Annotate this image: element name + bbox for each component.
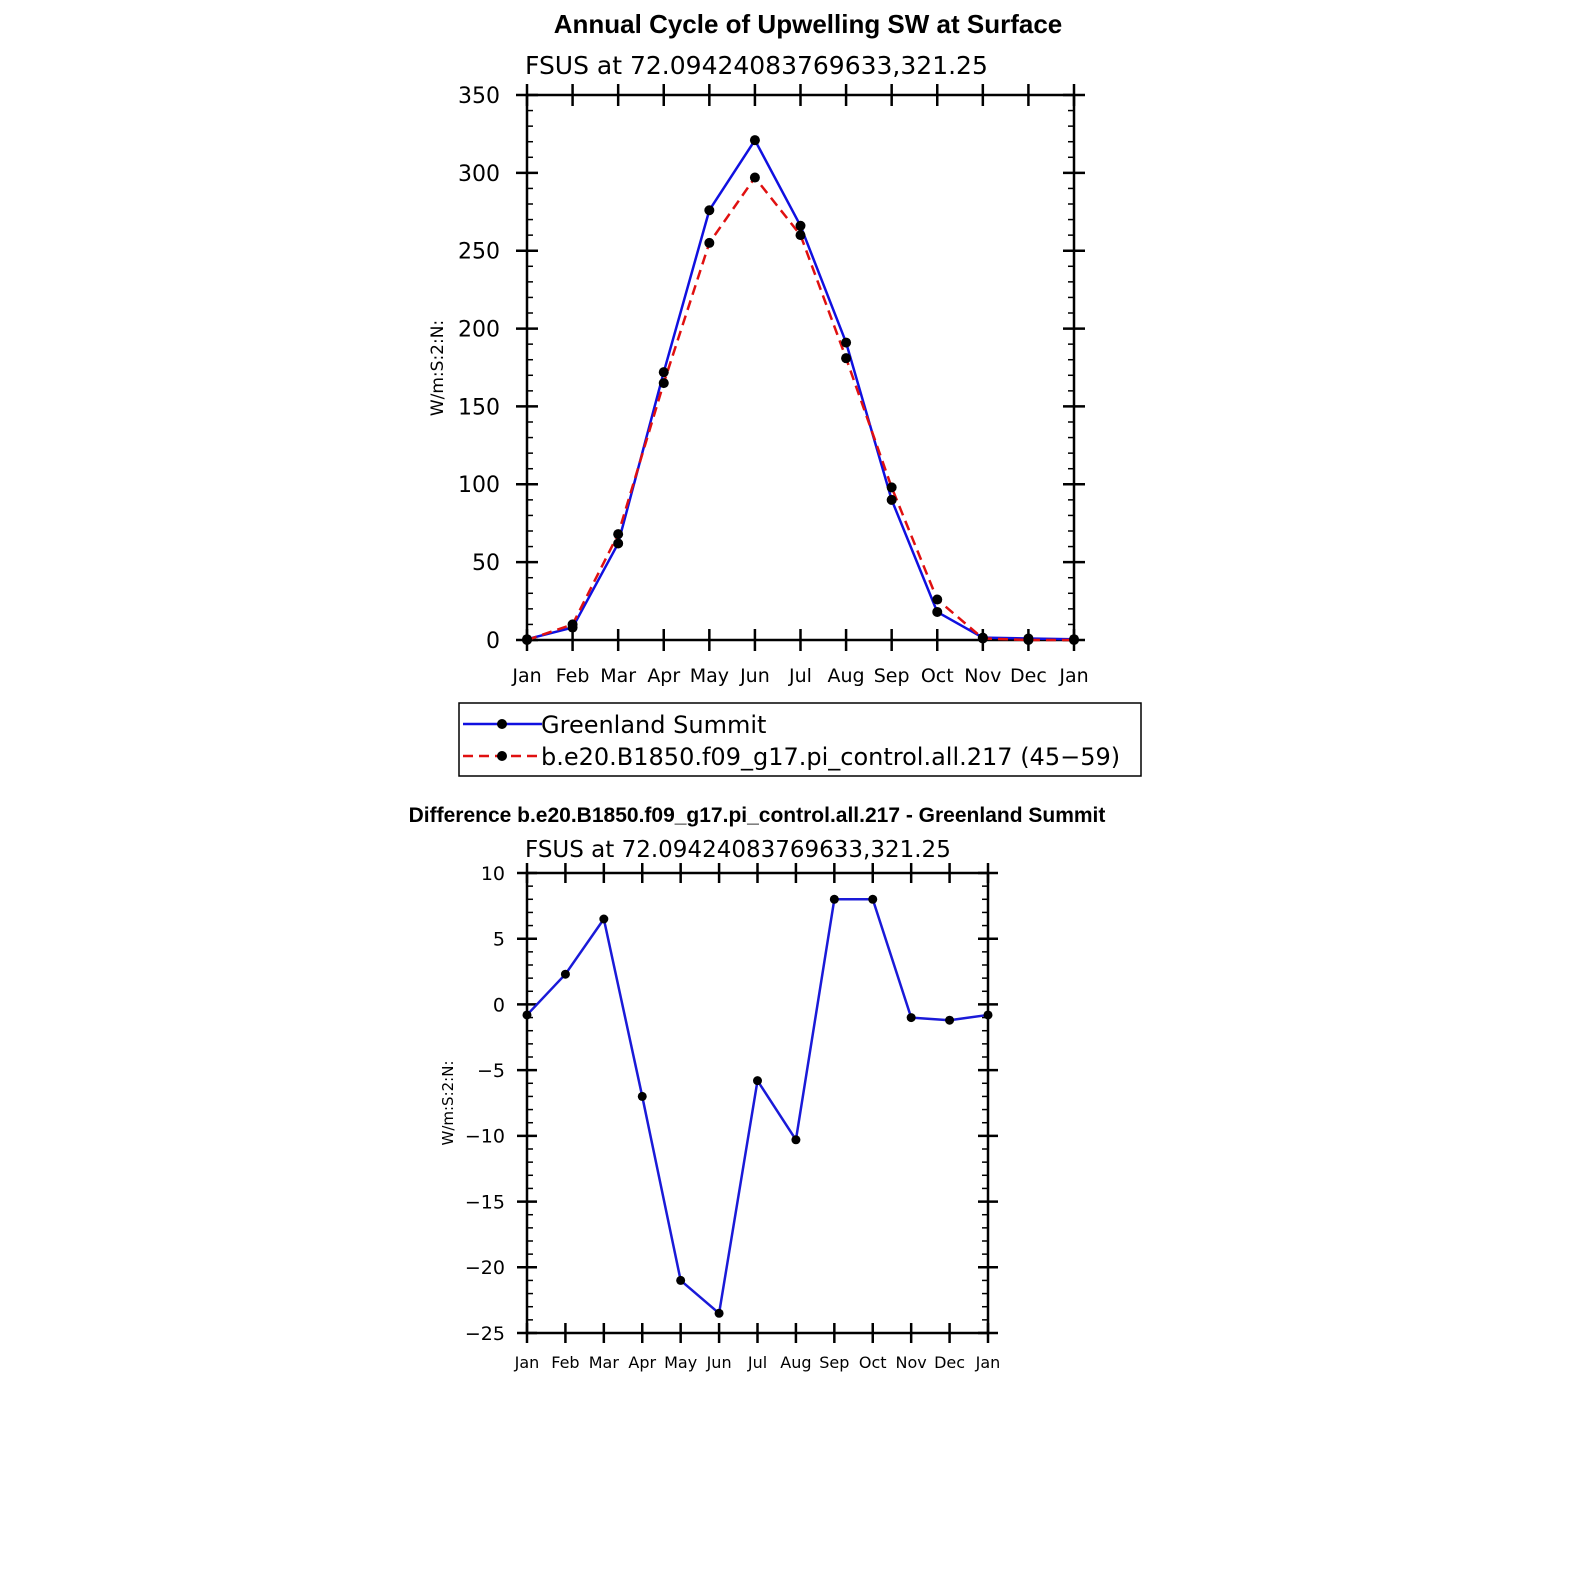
chart1-subtitle: FSUS at 72.09424083769633,321.25 bbox=[525, 51, 988, 80]
series-0-point bbox=[715, 1309, 724, 1318]
series-1-point bbox=[1069, 635, 1079, 645]
legend-marker-model bbox=[497, 751, 507, 761]
y-tick-label: 250 bbox=[458, 239, 500, 265]
series-0-point bbox=[613, 538, 623, 548]
legend-label-obs: Greenland Summit bbox=[541, 711, 767, 739]
chart1-plot bbox=[458, 84, 1089, 687]
y-tick-label: 300 bbox=[458, 161, 500, 187]
chart2-ylabel: W/m:S:2:N: bbox=[439, 1060, 457, 1146]
y-tick-label: −15 bbox=[464, 1191, 505, 1214]
x-tick-label: Dec bbox=[934, 1353, 966, 1372]
x-tick-label: Mar bbox=[600, 665, 637, 687]
y-tick-label: −5 bbox=[476, 1059, 505, 1082]
x-tick-label: Jan bbox=[1059, 665, 1089, 687]
x-tick-label: Jun bbox=[740, 665, 770, 687]
series-0-point bbox=[599, 915, 608, 924]
series-1-point bbox=[522, 635, 532, 645]
x-tick-label: Sep bbox=[819, 1353, 850, 1372]
series-1-point bbox=[704, 238, 714, 248]
x-tick-label: Jul bbox=[747, 1353, 768, 1372]
y-tick-label: 0 bbox=[492, 994, 505, 1017]
chart1-legend bbox=[459, 703, 1141, 776]
series-0-point bbox=[841, 338, 851, 348]
x-tick-label: Feb bbox=[551, 1353, 580, 1372]
x-tick-label: Mar bbox=[588, 1353, 619, 1372]
series-0-point bbox=[561, 970, 570, 979]
y-tick-label: 10 bbox=[480, 862, 505, 885]
series-0-point bbox=[984, 1010, 993, 1019]
x-tick-label: Nov bbox=[964, 665, 1002, 687]
chart1-ylabel: W/m:S:2:N: bbox=[428, 319, 448, 417]
series-0-point bbox=[659, 367, 669, 377]
series-1-point bbox=[978, 633, 988, 643]
legend-label-model: b.e20.B1850.f09_g17.pi_control.all.217 (45−59) bbox=[541, 743, 1121, 771]
series-1-point bbox=[568, 619, 578, 629]
series-0-point bbox=[791, 1135, 800, 1144]
series-0-point bbox=[868, 895, 877, 904]
y-tick-label: 0 bbox=[486, 628, 500, 654]
x-tick-label: Jul bbox=[789, 665, 812, 687]
series-0-point bbox=[676, 1276, 685, 1285]
series-0-point bbox=[796, 221, 806, 231]
chart1-title: Annual Cycle of Upwelling SW at Surface bbox=[553, 9, 1063, 39]
series-1-point bbox=[750, 173, 760, 183]
series-1-point bbox=[932, 595, 942, 605]
series-1-point bbox=[887, 482, 897, 492]
series-1-point bbox=[841, 353, 851, 363]
plot-frame bbox=[527, 873, 988, 1333]
y-tick-label: 50 bbox=[472, 551, 500, 577]
y-tick-label: −20 bbox=[464, 1257, 505, 1280]
series-1-point bbox=[1023, 635, 1033, 645]
series-0-point bbox=[750, 135, 760, 145]
x-tick-label: Jan bbox=[512, 665, 542, 687]
chart2-title: Difference b.e20.B1850.f09_g17.pi_control.all.217 - Greenland Summit bbox=[408, 804, 1106, 827]
series-0-point bbox=[887, 495, 897, 505]
series-0-point bbox=[638, 1092, 647, 1101]
x-tick-label: Apr bbox=[628, 1353, 657, 1372]
series-1-point bbox=[613, 529, 623, 539]
y-tick-label: 200 bbox=[458, 317, 500, 343]
series-0-point bbox=[753, 1076, 762, 1085]
y-tick-label: 100 bbox=[458, 473, 500, 499]
y-tick-label: −10 bbox=[464, 1125, 505, 1148]
series-0-point bbox=[932, 607, 942, 617]
chart2-subtitle: FSUS at 72.09424083769633,321.25 bbox=[525, 837, 951, 863]
series-0-point bbox=[907, 1013, 916, 1022]
x-tick-label: Jan bbox=[975, 1353, 1001, 1372]
y-tick-label: 5 bbox=[492, 928, 505, 951]
series-0-point bbox=[704, 205, 714, 215]
x-tick-label: Apr bbox=[647, 665, 681, 687]
series-1-point bbox=[659, 378, 669, 388]
x-tick-label: Feb bbox=[555, 665, 590, 687]
y-tick-label: 150 bbox=[458, 395, 500, 421]
y-tick-label: −25 bbox=[464, 1322, 505, 1345]
y-tick-label: 350 bbox=[458, 83, 500, 109]
x-tick-label: Jun bbox=[706, 1353, 732, 1372]
x-tick-label: May bbox=[689, 665, 729, 687]
series-line-0 bbox=[527, 140, 1074, 639]
x-tick-label: Aug bbox=[827, 665, 865, 687]
x-tick-label: Jan bbox=[514, 1353, 540, 1372]
series-1-point bbox=[796, 230, 806, 240]
chart2-plot bbox=[465, 863, 1000, 1372]
x-tick-label: Sep bbox=[873, 665, 910, 687]
x-tick-label: Aug bbox=[780, 1353, 812, 1372]
series-0-point bbox=[945, 1016, 954, 1025]
series-0-point bbox=[830, 895, 839, 904]
x-tick-label: May bbox=[664, 1353, 698, 1372]
series-line-0 bbox=[527, 899, 988, 1313]
x-tick-label: Nov bbox=[895, 1353, 927, 1372]
x-tick-label: Dec bbox=[1010, 665, 1047, 687]
series-line-1 bbox=[527, 178, 1074, 640]
x-tick-label: Oct bbox=[920, 665, 954, 687]
x-tick-label: Oct bbox=[858, 1353, 887, 1372]
series-0-point bbox=[523, 1010, 532, 1019]
legend-marker-obs bbox=[497, 719, 507, 729]
